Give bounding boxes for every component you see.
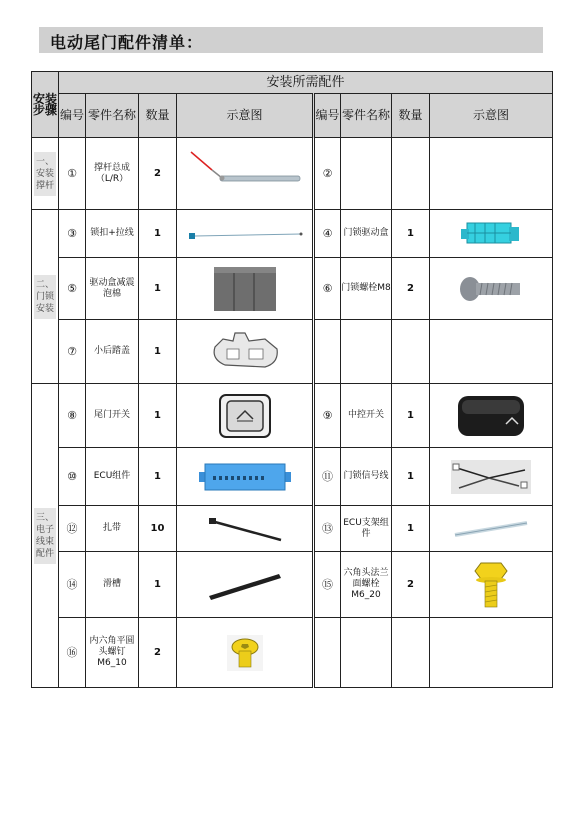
- part-name: [341, 320, 392, 384]
- part-name: ECU组件: [86, 448, 139, 506]
- part-name: 滑槽: [86, 552, 139, 618]
- part-name: 撑杆总成（L/R）: [86, 138, 139, 210]
- page-title: 电动尾门配件清单：: [50, 33, 204, 52]
- cover-icon: [177, 320, 314, 384]
- strut-icon: [177, 138, 314, 210]
- step-label: 二、门锁安装: [34, 275, 56, 319]
- part-quantity: 1: [139, 552, 177, 618]
- col-name-header: 零件名称: [86, 94, 139, 138]
- step-cell: [32, 138, 59, 210]
- foam-icon: [177, 258, 314, 320]
- part-quantity: 2: [392, 552, 430, 618]
- signal-wire-icon: [430, 448, 553, 506]
- part-number: ⑥: [314, 258, 341, 320]
- step-label: 一、安装撑杆: [34, 152, 56, 196]
- step-cell: [32, 384, 59, 688]
- table-row: [32, 506, 553, 552]
- part-quantity: 2: [139, 618, 177, 688]
- col-img-header-2: 示意图: [430, 94, 553, 138]
- part-quantity: 1: [392, 210, 430, 258]
- part-number: ⑬: [314, 506, 341, 552]
- part-quantity: [392, 320, 430, 384]
- part-number: ③: [59, 210, 86, 258]
- part-number: ⑦: [59, 320, 86, 384]
- table-row: [32, 138, 553, 210]
- part-quantity: 1: [392, 506, 430, 552]
- part-number: ④: [314, 210, 341, 258]
- col-num-header: 编号: [59, 94, 86, 138]
- step-cell: [32, 210, 59, 384]
- step-label: 三、电子线束配件: [34, 508, 56, 564]
- part-quantity: 1: [139, 448, 177, 506]
- part-quantity: 10: [139, 506, 177, 552]
- part-quantity: 1: [139, 384, 177, 448]
- part-name: 门锁驱动盒: [341, 210, 392, 258]
- part-number: ⑯: [59, 618, 86, 688]
- switch-icon: [177, 384, 314, 448]
- table-row: [32, 552, 553, 618]
- part-quantity: [392, 138, 430, 210]
- table-row: [32, 320, 553, 384]
- part-quantity: 2: [392, 258, 430, 320]
- cable-tie-icon: [177, 506, 314, 552]
- part-name: 驱动盒减震泡棉: [86, 258, 139, 320]
- part-quantity: [392, 618, 430, 688]
- part-name: 小后踏盖: [86, 320, 139, 384]
- part-number: ⑨: [314, 384, 341, 448]
- part-number: ①: [59, 138, 86, 210]
- part-quantity: 2: [139, 138, 177, 210]
- part-name: 尾门开关: [86, 384, 139, 448]
- part-name: 扎带: [86, 506, 139, 552]
- col-qty-header: 数量: [139, 94, 177, 138]
- actuator-icon: [430, 210, 553, 258]
- flange-bolt-icon: [430, 552, 553, 618]
- part-number: [314, 320, 341, 384]
- parts-table: [31, 71, 553, 688]
- table-row: [32, 258, 553, 320]
- part-number: ⑭: [59, 552, 86, 618]
- cable-icon: [177, 210, 314, 258]
- part-quantity: 1: [139, 258, 177, 320]
- part-quantity: 1: [392, 448, 430, 506]
- part-quantity: 1: [139, 210, 177, 258]
- table-row: [32, 618, 553, 688]
- part-number: ⑤: [59, 258, 86, 320]
- empty-image-cell: [430, 618, 553, 688]
- console-switch-icon: [430, 384, 553, 448]
- part-number: ⑩: [59, 448, 86, 506]
- slide-rail-icon: [177, 552, 314, 618]
- part-number: ⑪: [314, 448, 341, 506]
- part-number: ⑧: [59, 384, 86, 448]
- part-name: 锁扣+拉线: [86, 210, 139, 258]
- col-qty-header-2: 数量: [392, 94, 430, 138]
- part-name: 内六角平圆头螺钉M6_10: [86, 618, 139, 688]
- part-quantity: 1: [139, 320, 177, 384]
- part-name: ECU支架组件: [341, 506, 392, 552]
- button-screw-icon: [177, 618, 314, 688]
- part-name: 门锁信号线: [341, 448, 392, 506]
- ecu-icon: [177, 448, 314, 506]
- title-bar: [39, 27, 543, 53]
- col-name-header-2: 零件名称: [341, 94, 392, 138]
- table-row: [32, 448, 553, 506]
- col-num-header-2: 编号: [314, 94, 341, 138]
- part-number: ②: [314, 138, 341, 210]
- bracket-icon: [430, 506, 553, 552]
- table-row: [32, 384, 553, 448]
- part-number: ⑫: [59, 506, 86, 552]
- part-quantity: 1: [392, 384, 430, 448]
- part-name: 中控开关: [341, 384, 392, 448]
- col-img-header: 示意图: [177, 94, 314, 138]
- part-name: 六角头法兰面螺栓M6_20: [341, 552, 392, 618]
- bolt-icon: [430, 258, 553, 320]
- step-header: 安装步骤: [32, 72, 59, 138]
- part-number: ⑮: [314, 552, 341, 618]
- table-row: [32, 210, 553, 258]
- empty-image-cell: [430, 320, 553, 384]
- part-name: [341, 138, 392, 210]
- part-name: 门锁螺栓M8: [341, 258, 392, 320]
- empty-image-cell: [430, 138, 553, 210]
- section-header: 安装所需配件: [59, 72, 553, 94]
- part-name: [341, 618, 392, 688]
- part-number: [314, 618, 341, 688]
